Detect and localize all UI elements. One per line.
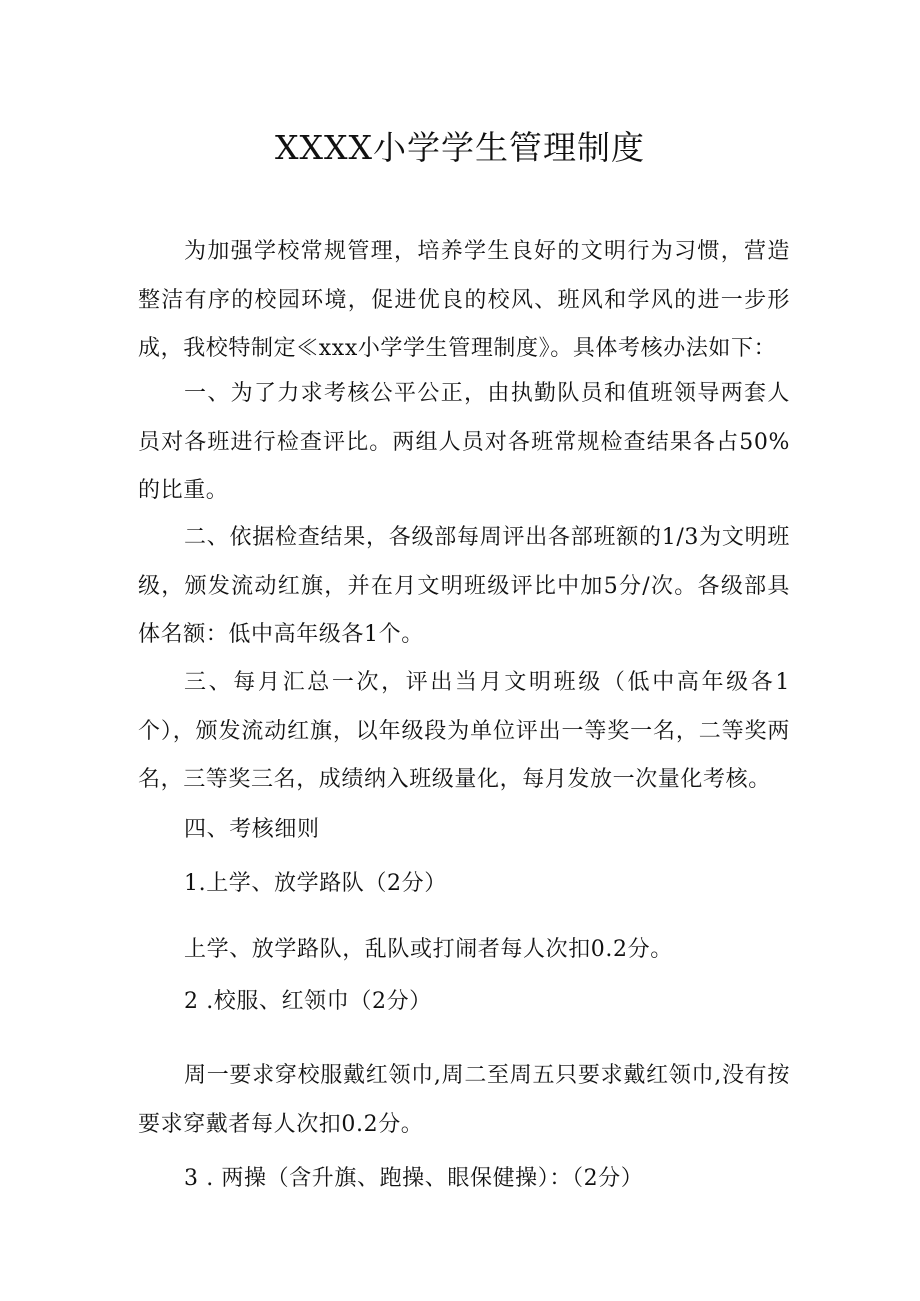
section-two-paragraph: 二、依据检查结果，各级部每周评出各部班额的1/3为文明班级，颁发流动红旗，并在月文明班级评比中加5分/次。各级部具体名额：低中高年级各1个。 (138, 525, 790, 647)
section-four-heading: 四、考核细则 (184, 817, 320, 842)
section-one-paragraph: 一、为了力求考核公平公正，由执勤队员和值班领导两套人员对各班进行检查评比。两组人员对各班常规检查结果各占50%的比重。 (138, 381, 790, 503)
item-two-detail: 周一要求穿校服戴红领巾,周二至周五只要求戴红领巾,没有按要求穿戴者每人次扣0.2分。 (138, 1063, 790, 1137)
intro-paragraph: 为加强学校常规管理，培养学生良好的文明行为习惯，营造整洁有序的校园环境，促进优良的校风、班风和学风的进一步形成，我校特制定≪xxx小学学生管理制度》。具体考核办法如下： (138, 239, 790, 361)
section-three-paragraph: 三、每月汇总一次，评出当月文明班级（低中高年级各1个），颁发流动红旗，以年级段为单位评出一等奖一名，二等奖两名，三等奖三名，成绩纳入班级量化，每月发放一次量化考核。 (138, 670, 790, 792)
item-two-heading: 2 .校服、红领巾（2分） (184, 989, 432, 1014)
page-title: XXXX小学学生管理制度 (275, 128, 645, 167)
item-one-detail: 上学、放学路队，乱队或打闹者每人次扣0.2分。 (184, 937, 673, 962)
item-three-heading: 3 . 两操（含升旗、跑操、眼保健操）：（2分） (184, 1166, 644, 1191)
item-one-heading: 1.上学、放学路队（2分） (184, 871, 447, 896)
